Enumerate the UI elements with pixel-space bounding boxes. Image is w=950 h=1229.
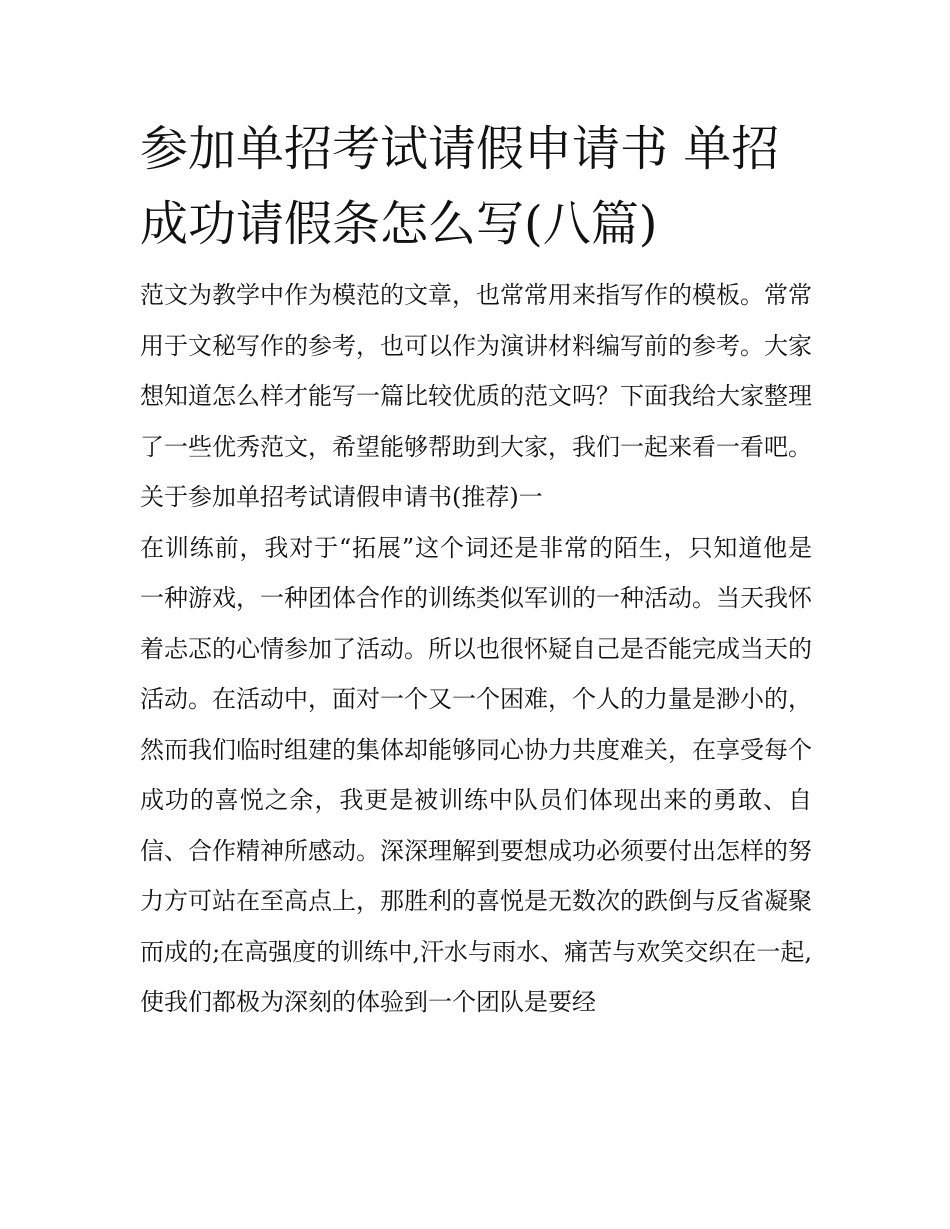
body-paragraph: 在训练前，我对于“拓展”这个词还是非常的陌生，只知道他是一种游戏，一种团体合作的训练类似军训的一种活动。当天我怀着忐忑的心情参加了活动。所以也很怀疑自己是否能完成当天的活动。在活动中，面对一个又一个困难，个人的力量是渺小的，然而我们临时组建的集体却能够同心协力共度难关，在享受每个成功的喜悦之余，我更是被训练中队员们体现出来的勇敢、自信、合作精神所感动。深深理解到要想成功必须要付出怎样的努力方可站在至高点上，那胜利的喜悦是无数次的跌倒与反省凝聚而成的;在高强度的训练中,汗水与雨水、痛苦与欢笑交织在一起,使我们都极为深刻的体验到一个团队是要经 xyxy=(140,533,812,1016)
document-page xyxy=(140,112,812,1028)
section-heading: 关于参加单招考试请假申请书(推荐)一 xyxy=(140,483,543,511)
intro-paragraph: 范文为教学中作为模范的文章，也常常用来指写作的模板。常常用于文秘写作的参考，也可以作为演讲材料编写前的参考。大家想知道怎么样才能写一篇比较优质的范文吗？下面我给大家整理了一些优秀范文，希望能够帮助到大家，我们一起来看一看吧。 xyxy=(140,281,812,461)
document-title: 参加单招考试请假申请书 单招成功请假条怎么写(八篇) xyxy=(140,121,780,252)
